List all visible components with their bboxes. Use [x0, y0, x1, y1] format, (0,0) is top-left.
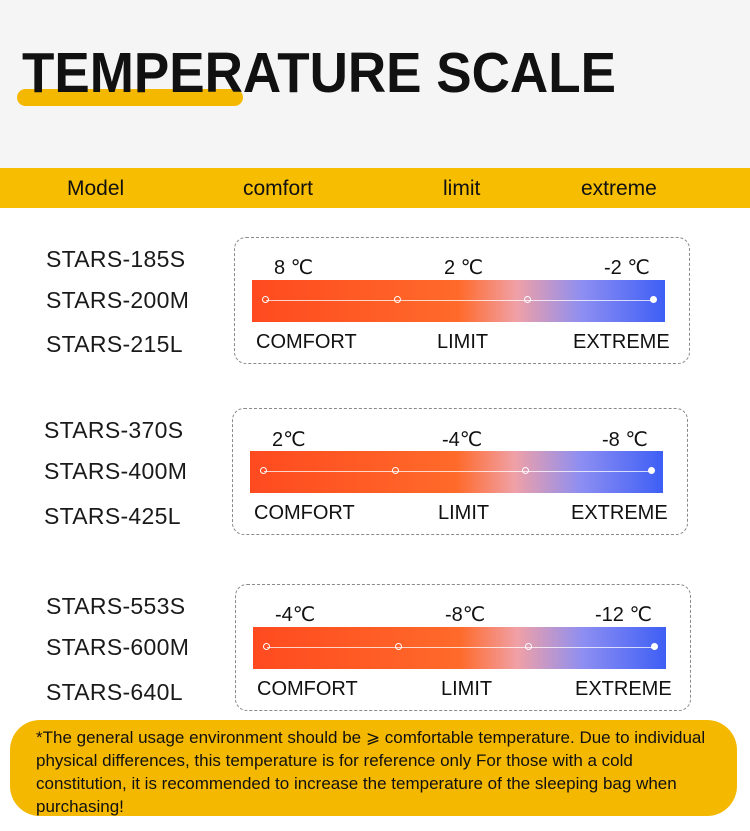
- limit-label: LIMIT: [437, 331, 489, 353]
- model-name: STARS-185S: [46, 246, 186, 272]
- scale-line: [267, 647, 656, 648]
- comfort-label: COMFORT: [256, 331, 357, 353]
- scale-line: [264, 471, 653, 472]
- comfort-marker: [263, 643, 270, 650]
- comfort-marker: [260, 467, 267, 474]
- extreme-marker: [651, 643, 658, 650]
- limit-temp: -8℃: [445, 604, 486, 626]
- limit-marker: [524, 296, 531, 303]
- model-name: STARS-215L: [46, 331, 183, 357]
- model-name: STARS-400M: [44, 458, 188, 484]
- extreme-temp: -2 ℃: [604, 257, 650, 279]
- extreme-label: EXTREME: [571, 502, 668, 524]
- header-comfort: comfort: [243, 177, 314, 200]
- extreme-marker: [648, 467, 655, 474]
- limit-temp: 2 ℃: [444, 257, 484, 279]
- page-title: TEMPERATURE SCALE: [22, 41, 616, 105]
- model-name: STARS-370S: [44, 417, 184, 443]
- model-name: STARS-600M: [46, 634, 190, 660]
- temperature-gradient-bar: [250, 451, 663, 493]
- header-model: Model: [67, 177, 125, 200]
- header-extreme: extreme: [581, 177, 657, 200]
- comfort-temp: 8 ℃: [274, 257, 314, 279]
- comfort-label: COMFORT: [254, 502, 355, 524]
- comfort-marker: [262, 296, 269, 303]
- scale-line: [266, 300, 655, 301]
- extreme-temp: -8 ℃: [602, 429, 648, 451]
- comfort-temp: -4℃: [275, 604, 316, 626]
- comfort-label: COMFORT: [257, 678, 358, 700]
- limit-marker: [522, 467, 529, 474]
- limit-label: LIMIT: [438, 502, 490, 524]
- header-limit: limit: [443, 177, 481, 200]
- extreme-marker: [650, 296, 657, 303]
- comfort-temp: 2℃: [272, 429, 306, 451]
- extreme-label: EXTREME: [575, 678, 672, 700]
- limit-marker: [525, 643, 532, 650]
- limit-marker: [395, 643, 402, 650]
- limit-marker: [392, 467, 399, 474]
- extreme-label: EXTREME: [573, 331, 670, 353]
- extreme-temp: -12 ℃: [595, 604, 652, 626]
- temperature-gradient-bar: [253, 627, 666, 669]
- temperature-gradient-bar: [252, 280, 665, 322]
- limit-label: LIMIT: [441, 678, 493, 700]
- model-name: STARS-553S: [46, 593, 186, 619]
- model-name: STARS-640L: [46, 679, 183, 705]
- model-name: STARS-425L: [44, 503, 181, 529]
- note-text: *The general usage environment should be ⩾ comfortable temperature. Due to individual physical differences, this temperature is for reference only For those with a cold constitution, it is recommended to increase the temperature of the sleeping bag when purchasing!: [36, 728, 706, 816]
- limit-temp: -4℃: [442, 429, 483, 451]
- limit-marker: [394, 296, 401, 303]
- model-name: STARS-200M: [46, 287, 190, 313]
